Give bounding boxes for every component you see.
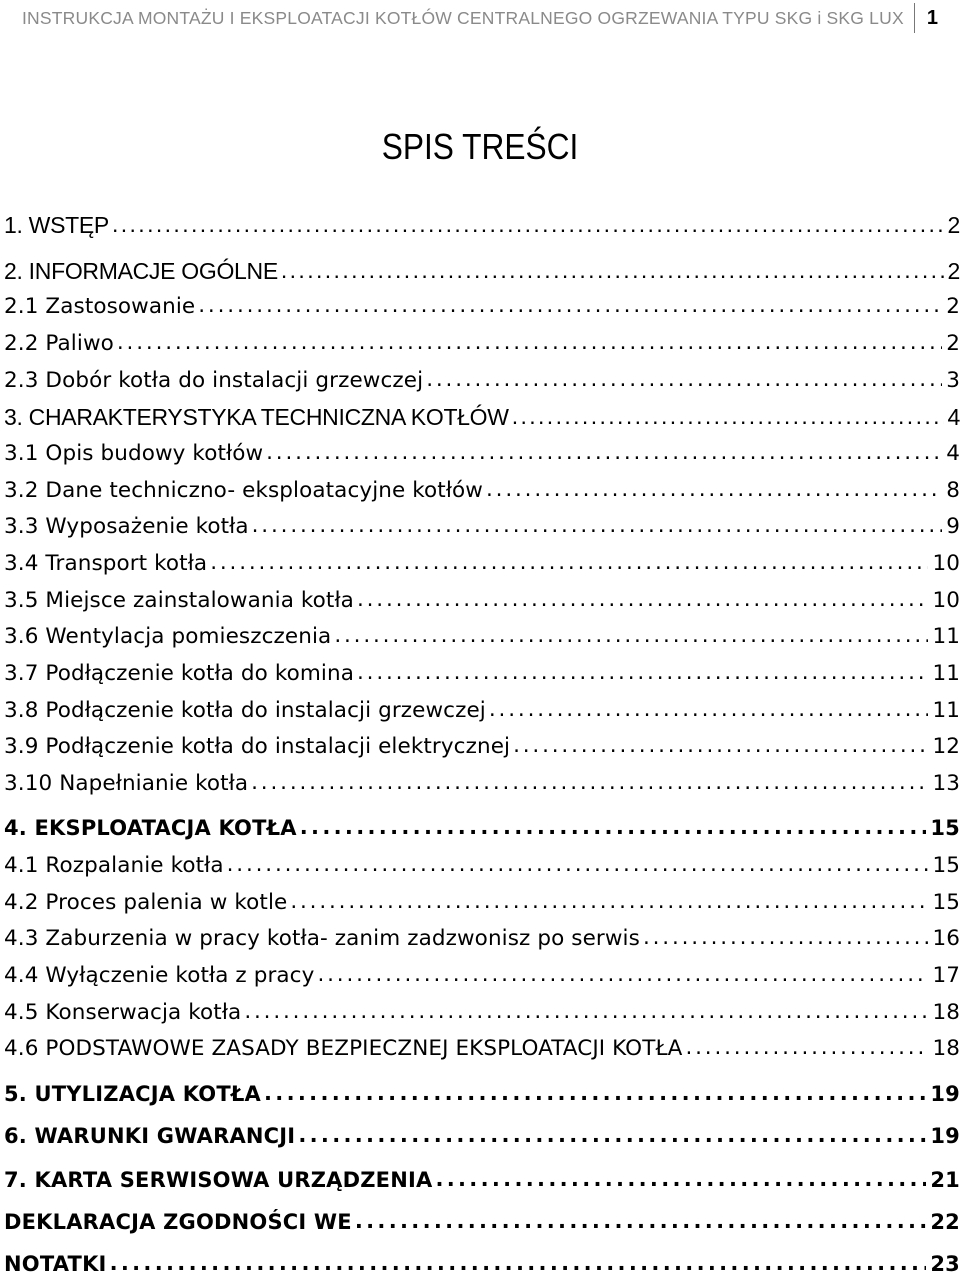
dot-leader <box>426 367 942 392</box>
page-number: 1 <box>926 6 938 29</box>
toc-entry-page: 4 <box>947 404 960 430</box>
toc-entry[interactable] <box>4 294 960 319</box>
toc-entry-label: 4.6 PODSTAWOWE ZASADY BEZPIECZNEJ EKSPLOATACJI KOTŁA <box>4 1036 683 1061</box>
toc-entry-label: 6. WARUNKI GWARANCJI <box>4 1124 296 1148</box>
toc-entry[interactable] <box>4 404 960 431</box>
toc-entry-page: 2 <box>947 212 960 238</box>
toc-entry[interactable] <box>4 661 960 686</box>
toc-entry-page: 18 <box>932 1000 960 1025</box>
toc-entry-label: 3.7 Podłączenie kotła do komina <box>4 661 354 686</box>
toc-entry[interactable] <box>4 816 960 840</box>
page-header <box>22 2 950 34</box>
toc-entry-label: NOTATKI <box>4 1252 107 1276</box>
toc-entry-page: 11 <box>932 698 960 723</box>
toc-entry-label: 4.2 Proces palenia w kotle <box>4 890 288 915</box>
dot-leader <box>357 587 928 612</box>
toc-entry[interactable] <box>4 1168 960 1192</box>
toc-entry-page: 8 <box>946 478 960 503</box>
toc-entry[interactable] <box>4 441 960 466</box>
dot-leader <box>298 1123 926 1147</box>
dot-leader <box>685 1035 928 1060</box>
dot-leader <box>300 815 927 839</box>
dot-leader <box>281 257 944 284</box>
toc-entry-label: 2.2 Paliwo <box>4 331 114 356</box>
dot-leader <box>512 403 944 430</box>
dot-leader <box>252 513 943 538</box>
toc-entry[interactable] <box>4 1036 960 1061</box>
toc-entry-page: 13 <box>932 771 960 796</box>
toc-entry-label: 3. CHARAKTERYSTYKA TECHNICZNA KOTŁÓW <box>4 404 509 430</box>
dot-leader <box>435 1167 926 1191</box>
toc-entry-label: 3.9 Podłączenie kotła do instalacji elektrycznej <box>4 734 511 759</box>
toc-entry-label: 7. KARTA SERWISOWA URZĄDZENIA <box>4 1168 433 1192</box>
toc-entry[interactable] <box>4 771 960 796</box>
toc-entry[interactable] <box>4 368 960 393</box>
dot-leader <box>489 697 929 722</box>
dot-leader <box>198 293 942 318</box>
dot-leader <box>266 440 942 465</box>
toc-entry-label: 3.4 Transport kotła <box>4 551 208 576</box>
toc-entry[interactable] <box>4 853 960 878</box>
toc-entry-page: 2 <box>946 331 960 356</box>
dot-leader <box>357 660 928 685</box>
toc-entry[interactable] <box>4 1000 960 1025</box>
toc-entry-label: 2. INFORMACJE OGÓLNE <box>4 258 278 284</box>
toc-entry-page: 19 <box>930 1124 960 1148</box>
toc-entry-label: 4.1 Rozpalanie kotła <box>4 853 224 878</box>
toc-entry-label: 3.1 Opis budowy kotłów <box>4 441 264 466</box>
dot-leader <box>117 330 942 355</box>
toc-entry-label: 5. UTYLIZACJA KOTŁA <box>4 1082 261 1106</box>
toc-entry-page: 16 <box>932 926 960 951</box>
toc-entry-label: 3.6 Wentylacja pomieszczenia <box>4 624 332 649</box>
toc-entry-label: 4.5 Konserwacja kotła <box>4 1000 242 1025</box>
toc-entry-page: 12 <box>932 734 960 759</box>
toc-entry[interactable] <box>4 551 960 576</box>
toc-entry-label: 3.2 Dane techniczno- eksploatacyjne kotłów <box>4 478 483 503</box>
dot-leader <box>112 211 944 238</box>
toc-entry[interactable] <box>4 1252 960 1276</box>
toc-entry-label: 3.3 Wyposażenie kotła <box>4 514 249 539</box>
toc-entry-label: 3.10 Napełnianie kotła <box>4 771 249 796</box>
dot-leader <box>513 733 928 758</box>
toc-entry[interactable] <box>4 588 960 613</box>
toc-entry-label: 4.3 Zaburzenia w pracy kotła- zanim zadzwonisz po serwis <box>4 926 640 951</box>
toc-entry-label: 2.1 Zastosowanie <box>4 294 196 319</box>
dot-leader <box>317 962 928 987</box>
toc-entry-label: DEKLARACJA ZGODNOŚCI WE <box>4 1210 352 1234</box>
toc-entry[interactable] <box>4 212 960 239</box>
toc-entry-page: 11 <box>932 624 960 649</box>
toc-entry-page: 23 <box>930 1252 960 1276</box>
toc-entry-page: 3 <box>946 368 960 393</box>
toc-entry[interactable] <box>4 258 960 285</box>
toc-entry-label: 3.5 Miejsce zainstalowania kotła <box>4 588 354 613</box>
dot-leader <box>334 623 928 648</box>
dot-leader <box>110 1251 927 1275</box>
dot-leader <box>355 1209 927 1233</box>
dot-leader <box>227 852 929 877</box>
dot-leader <box>486 477 942 502</box>
toc-entry-page: 21 <box>930 1168 960 1192</box>
toc-entry[interactable] <box>4 963 960 988</box>
dot-leader <box>210 550 928 575</box>
dot-leader <box>264 1081 926 1105</box>
toc-entry-page: 15 <box>930 816 960 840</box>
dot-leader <box>643 925 929 950</box>
toc-entry[interactable] <box>4 890 960 915</box>
toc-entry-page: 9 <box>946 514 960 539</box>
toc-entry-page: 2 <box>947 258 960 284</box>
toc-entry[interactable] <box>4 331 960 356</box>
toc-entry[interactable] <box>4 1124 960 1148</box>
toc-entry-page: 15 <box>932 890 960 915</box>
toc-entry-label: 2.3 Dobór kotła do instalacji grzewczej <box>4 368 424 393</box>
toc-entry-page: 22 <box>930 1210 960 1234</box>
toc-entry[interactable] <box>4 926 960 951</box>
toc-entry[interactable] <box>4 734 960 759</box>
toc-entry-page: 19 <box>930 1082 960 1106</box>
toc-entry-page: 4 <box>946 441 960 466</box>
toc-entry[interactable] <box>4 624 960 649</box>
dot-leader <box>244 999 928 1024</box>
toc-entry-page: 15 <box>932 853 960 878</box>
toc-entry-page: 18 <box>932 1036 960 1061</box>
document-title: INSTRUKCJA MONTAŻU I EKSPLOATACJI KOTŁÓW CENTRALNEGO OGRZEWANIA TYPU SKG i SKG LUX <box>22 7 904 28</box>
toc-entry-page: 2 <box>946 294 960 319</box>
toc-entry-page: 11 <box>932 661 960 686</box>
toc-entry[interactable] <box>4 698 960 723</box>
toc-entry-page: 10 <box>932 551 960 576</box>
dot-leader <box>290 889 928 914</box>
toc-entry-label: 3.8 Podłączenie kotła do instalacji grzewczej <box>4 698 486 723</box>
toc-entry-page: 10 <box>932 588 960 613</box>
toc-entry[interactable] <box>4 478 960 503</box>
dot-leader <box>251 770 928 795</box>
toc-entry-label: 1. WSTĘP <box>4 212 109 238</box>
toc-entry[interactable] <box>4 514 960 539</box>
toc-entry-page: 17 <box>932 963 960 988</box>
toc-title: SPIS TREŚCI <box>381 126 579 167</box>
toc-entry-label: 4. EKSPLOATACJA KOTŁA <box>4 816 297 840</box>
toc-entry-label: 4.4 Wyłączenie kotła z pracy <box>4 963 315 988</box>
header-divider <box>914 3 915 33</box>
toc-entry[interactable] <box>4 1082 960 1106</box>
toc-entry[interactable] <box>4 1210 960 1234</box>
